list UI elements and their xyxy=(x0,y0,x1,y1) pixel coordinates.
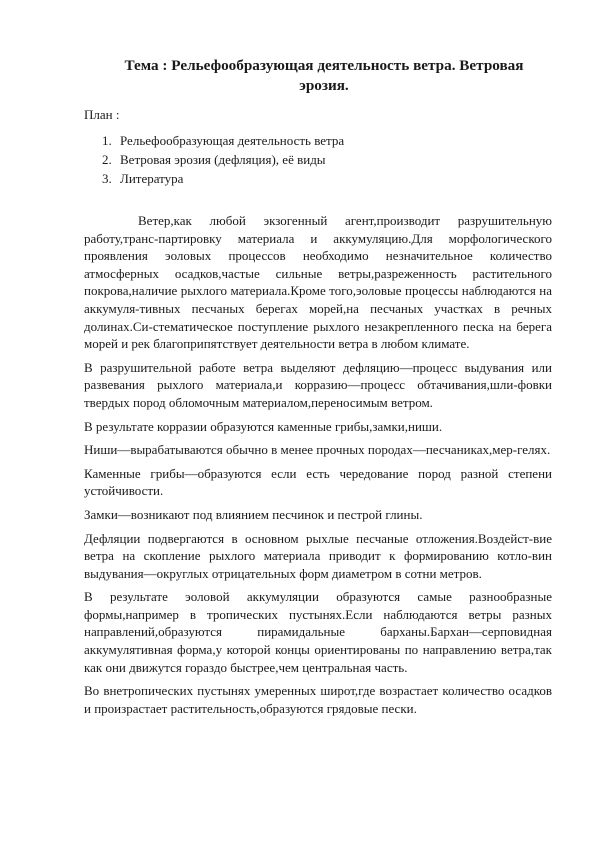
plan-item-number: 1. xyxy=(102,133,112,148)
plan-list xyxy=(84,131,552,188)
plan-item-text: Рельефообразующая деятельность ветра xyxy=(120,133,345,148)
plan-item xyxy=(84,131,552,150)
document-page xyxy=(84,56,552,723)
plan-label: План : xyxy=(84,107,120,122)
plan-item xyxy=(84,150,552,169)
plan-item-number: 2. xyxy=(102,152,112,167)
paragraph-ridge-sands: Во внетропических пустынях умеренных широт,где возрастает количество осадков и произрастает растительность,образуются грядовые пески. xyxy=(84,683,552,716)
paragraph-intro: Ветер,как любой экзогенный агент,производит разрушительную работу,транс-партировку материала и аккумуляцию.Для морфологического проявления эоловых процессов необходимо незначительное количество атмосферных осадков,частые сильные ветры,разреженность растительного покрова,наличие рыхлого материала.Кроме того,эоловые процессы наблюдаются на аккумуля-тивных песчаных берегах морей,на песчаных участках в речных долинах.Си-стематическое поступление рыхлого незакрепленного песка на берега морей и рек благоприпятствует деятельности ветра в любом климате. xyxy=(84,213,552,352)
paragraph-deflation-basins: Дефляции подвергаются в основном рыхлые песчаные отложения.Воздейст-вие ветра на скопление рыхлого материала приводит к формированию котло-вин выдувания—округлых отрицательных форм диаметром в сотни метров. xyxy=(84,530,552,581)
page-title: Тема : Рельефообразующая деятельность ветра. Ветровая эрозия. xyxy=(124,57,524,94)
paragraph-corrasion-results: В результате корразии образуются каменные грибы,замки,ниши. xyxy=(84,418,443,434)
paragraph-deflation-corrasion: В разрушительной работе ветра выделяют дефляцию—процесс выдувания или развевания рыхлого материала,и корразию—процесс обтачивания,шли-фовки твердых пород обломочным материалом,переносимым ветром. xyxy=(84,359,552,410)
paragraph-aeolian-accumulation: В результате эоловой аккумуляции образуются самые разнообразные формы,например в тропических пустынях.Если наблюдаются ветры разных направлений,образуются пирамидальные барханы.Бархан—серповидная аккумулятивная форма,у которой концы ориентированы по направлению ветра,так как они движутся гораздо быстрее,чем центральная часть. xyxy=(84,589,552,675)
plan-item xyxy=(84,169,552,188)
plan-item-text: Ветровая эрозия (дефляция), её виды xyxy=(120,152,326,167)
paragraph-castles: Замки—возникают под влиянием песчинок и пестрой глины. xyxy=(84,506,423,522)
plan-item-text: Литература xyxy=(120,171,184,186)
plan-item-number: 3. xyxy=(102,171,112,186)
paragraph-stone-mushrooms: Каменные грибы—образуются если есть чередование пород разной степени устойчивости. xyxy=(84,465,552,499)
paragraph-niches: Ниши—вырабатываются обычно в менее прочных породах—песчаниках,мер-гелях. xyxy=(84,442,551,458)
